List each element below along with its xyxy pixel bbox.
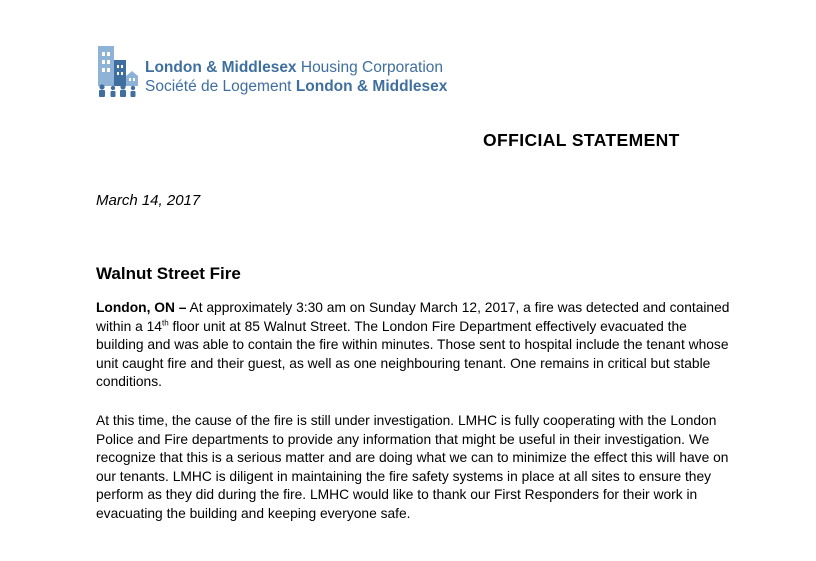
paragraph-1-text-a: At approximately 3:30 am on Sunday March 12, 2017, a fire was detected and contained within a 14 — [96, 300, 730, 334]
dateline: London, ON – — [96, 300, 187, 315]
logo-line2-bold: London & Middlesex — [295, 78, 448, 95]
building-icon — [96, 44, 140, 100]
paragraph-1 — [96, 299, 736, 392]
logo-line-french — [145, 77, 447, 96]
paragraph-2: At this time, the cause of the fire is still under investigation. LMHC is fully cooperating with the London Police and Fire departments to provide any information that might be useful in their investigation. We recognize that this is a serious matter and are doing what we can to minimize the effect this will have on our tenants. LMHC is diligent in maintaining the fire safety systems in place at all sites to ensure they perform as they did during the fire. LMHC would like to thank our First Responders for their work in evacuating the building and keeping everyone safe. — [96, 413, 729, 521]
logo-wordmark — [145, 58, 447, 96]
logo-line1-regular: Housing Corporation — [296, 59, 444, 76]
document-title: OFFICIAL STATEMENT — [483, 130, 680, 150]
statement-date: March 14, 2017 — [96, 192, 201, 209]
company-logo — [96, 44, 448, 100]
headline: Walnut Street Fire — [96, 264, 241, 283]
logo-line-english — [145, 58, 447, 77]
logo-line2-regular: Société de Logement — [145, 78, 296, 95]
ordinal-suffix: th — [161, 318, 169, 327]
paragraph-1-text-b: floor unit at 85 Walnut Street. The London Fire Department effectively evacuated the building and was able to contain the fire within minutes. Those sent to hospital include the tenant whose unit caught fire and their guest, as well as one neighbouring tenant. One remains in critical but stable conditions. — [96, 318, 729, 390]
logo-line1-bold: London & Middlesex — [145, 59, 297, 76]
